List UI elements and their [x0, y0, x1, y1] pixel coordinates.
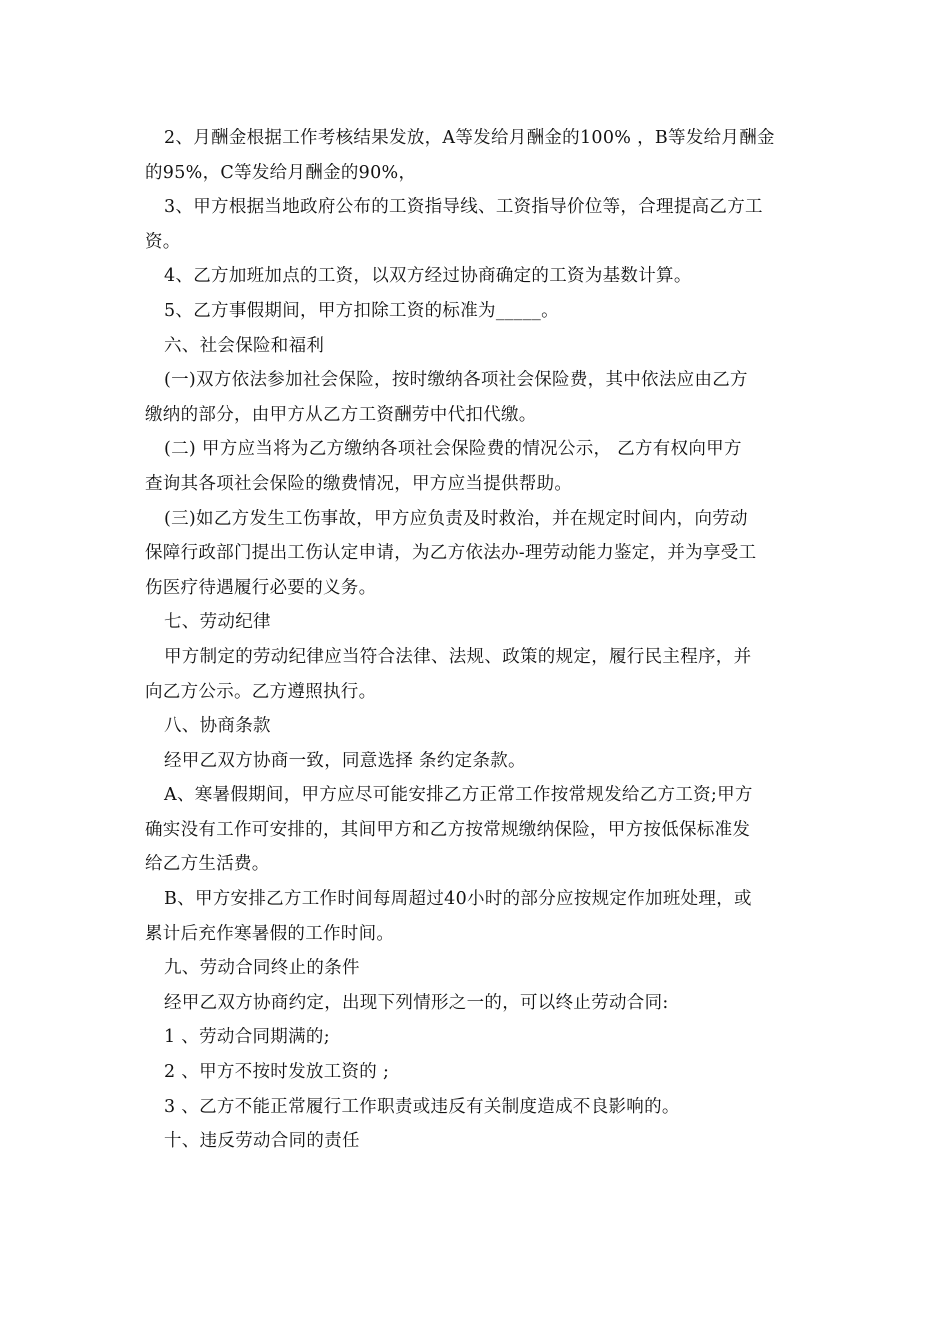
text-line: 九、劳动合同终止的条件: [164, 958, 360, 979]
text-line: 保障行政部门提出工伤认定申请，为乙方依法办-理劳动能力鉴定，并为享受工: [145, 543, 757, 564]
text-line: A、寒暑假期间，甲方应尽可能安排乙方正常工作按常规发给乙方工资;甲方: [164, 785, 753, 806]
text-line: 4、乙方加班加点的工资，以双方经过协商确定的工资为基数计算。: [164, 266, 692, 287]
text-line: 1 、劳动合同期满的;: [164, 1027, 330, 1048]
text-line: (二) 甲方应当将为乙方缴纳各项社会保险费的情况公示， 乙方有权向甲方: [164, 439, 742, 460]
text-line: 3、甲方根据当地政府公布的工资指导线、工资指导价位等，合理提高乙方工: [164, 197, 763, 218]
text-line: 的95%，C等发给月酬金的90%，: [145, 162, 417, 183]
text-line: 确实没有工作可安排的，其间甲方和乙方按常规缴纳保险，甲方按低保标准发: [145, 819, 751, 840]
text-line: B、甲方安排乙方工作时间每周超过40小时的部分应按规定作加班处理，或: [164, 889, 752, 910]
text-line: 2、月酬金根据工作考核结果发放，A等发给月酬金的100% ，B等发给月酬金: [164, 128, 775, 148]
text-line: 缴纳的部分，由甲方从乙方工资酬劳中代扣代缴。: [145, 404, 537, 425]
text-line: 经甲乙双方协商约定，出现下列情形之一的，可以终止劳动合同:: [164, 992, 669, 1013]
text-line: 资。: [145, 231, 181, 252]
text-line: 3 、乙方不能正常履行工作职责或违反有关制度造成不良影响的。: [164, 1096, 680, 1117]
text-line: 给乙方生活费。: [145, 854, 270, 875]
text-line: 八、协商条款: [164, 716, 271, 737]
text-line: 七、劳动纪律: [164, 612, 271, 633]
text-line: (三)如乙方发生工伤事故，甲方应负责及时救治，并在规定时间内，向劳动: [164, 508, 748, 529]
text-line: 查询其各项社会保险的缴费情况，甲方应当提供帮助。: [145, 473, 573, 494]
text-line: 十、违反劳动合同的责任: [164, 1131, 360, 1152]
text-line: 2 、甲方不按时发放工资的 ;: [164, 1062, 390, 1083]
text-line: 向乙方公示。乙方遵照执行。: [145, 681, 377, 702]
text-line: (一)双方依法参加社会保险，按时缴纳各项社会保险费，其中依法应由乙方: [164, 370, 748, 391]
text-line: 累计后充作寒暑假的工作时间。: [145, 923, 395, 944]
document-body: [145, 121, 813, 1159]
text-line: 5、乙方事假期间，甲方扣除工资的标准为_____。: [164, 300, 559, 321]
text-line: 六、社会保险和福利: [164, 335, 325, 356]
text-line: 甲方制定的劳动纪律应当符合法律、法规、政策的规定，履行民主程序，并: [164, 646, 752, 667]
text-line: 伤医疗待遇履行必要的义务。: [145, 577, 377, 598]
text-line: 经甲乙双方协商一致，同意选择 条约定条款。: [164, 750, 526, 771]
